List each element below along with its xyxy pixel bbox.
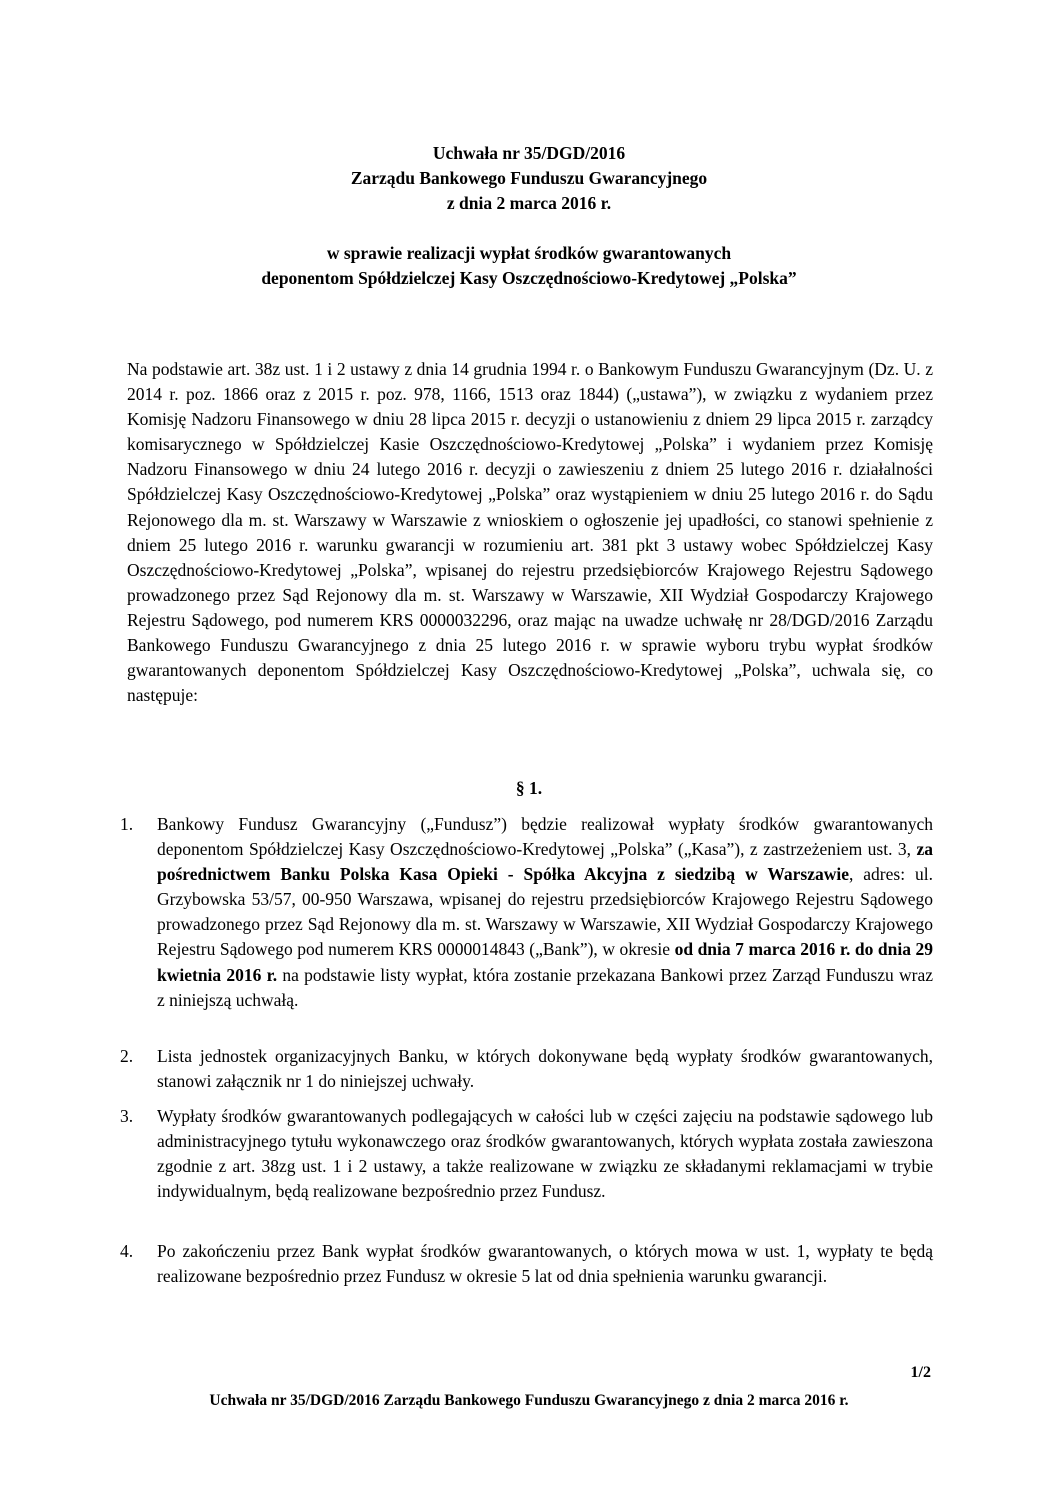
item-text: Lista jednostek organizacyjnych Banku, w których dokonywane będą wypłaty środków gwarantowanych, stanowi załącznik nr 1 do niniejszej uchwały. xyxy=(157,1046,933,1092)
item-text-part: , adres: ul. Grzybowska 53/57, 00-950 Warszawa, wpisanej do rejestru przedsiębiorców Krajowego Rejestru Sądowego prowadzonego przez Sąd Rejonowy dla m. st. Warszawy w Warszawie, XII Wydział Gospodarczy Krajowego Rejestru Sądowego pod numerem KRS 0000014843 („Bank”), w okresie xyxy=(157,864,933,960)
item-text: Wypłaty środków gwarantowanych podlegających w całości lub w części zajęciu na podstawie sądowego lub administracyjnego tytułu wykonawczego oraz środków gwarantowanych, których wypłata została zawieszona zgodnie z art. 38zg ust. 1 i 2 ustawy, a także realizowane w związku ze składanymi reklamacjami w trybie indywidualnym, będą realizowane bezpośrednio przez Fundusz. xyxy=(157,1106,933,1202)
page-footer: Uchwała nr 35/DGD/2016 Zarządu Bankowego Funduszu Gwarancyjnego z dnia 2 marca 2016 r. xyxy=(209,1392,849,1409)
subject-line-2: deponentom Spółdzielczej Kasy Oszczędnościowo-Kredytowej „Polska” xyxy=(261,268,797,288)
subject-line-1: w sprawie realizacji wypłat środków gwarantowanych xyxy=(326,243,732,263)
item-text xyxy=(157,812,933,1013)
payout-period-emphasis: od dnia 7 marca 2016 r. do dnia 29 kwietnia 2016 r. xyxy=(157,939,934,985)
bank-name-emphasis: za pośrednictwem Banku Polska Kasa Opieki - Spółka Akcyjna z siedzibą w Warszawie xyxy=(157,839,933,885)
page-number: 1/2 xyxy=(910,1364,931,1381)
item-text-part: na podstawie listy wypłat, która zostanie przekazana Bankowi przez Zarząd Funduszu wraz z niniejszą uchwałą. xyxy=(157,964,933,1010)
item-number: 3. xyxy=(120,1106,134,1126)
item-text-part: Bankowy Fundusz Gwarancyjny („Fundusz”) będzie realizował wypłaty środków gwarantowanych deponentom Spółdzielczej Kasy Oszczędnościowo-Kredytowej „Polska” („Kasa”), z zastrzeżeniem ust. 3, xyxy=(157,814,933,860)
item-number: 4. xyxy=(120,1241,134,1261)
item-text: Po zakończeniu przez Bank wypłat środków gwarantowanych, o których mowa w ust. 1, wypłaty te będą realizowane bezpośrednio przez Fundusz w okresie 5 lat od dnia spełnienia warunku gwarancji. xyxy=(157,1241,933,1287)
title-line-issuer: Zarządu Bankowego Funduszu Gwarancyjnego xyxy=(350,168,708,188)
resolution-title xyxy=(0,141,1058,216)
preamble-paragraph: Na podstawie art. 38z ust. 1 i 2 ustawy z dnia 14 grudnia 1994 r. o Bankowym Funduszu Gwarancyjnym (Dz. U. z 2014 r. poz. 1866 oraz z 2015 r. poz. 978, 1166, 1513 oraz 1844) („ustawa”), w związku z wydaniem przez Komisję Nadzoru Finansowego w dniu 28 lipca 2015 r. decyzji o ustanowieniu z dniem 29 lipca 2015 r. zarządcy komisarycznego w Spółdzielczej Kasie Oszczędnościowo-Kredytowej „Polska” i wydaniem przez Komisję Nadzoru Finansowego w dniu 24 lutego 2016 r. decyzji o zawieszeniu z dniem 25 lutego 2016 r. działalności Spółdzielczej Kasy Oszczędnościowo-Kredytowej „Polska” oraz wystąpieniem w dniu 25 lutego 2016 r. do Sądu Rejonowego dla m. st. Warszawy w Warszawie z wnioskiem o ogłoszenie jej upadłości, co stanowi spełnienie z dniem 25 lutego 2016 r. warunku gwarancji w rozumieniu art. 381 pkt 3 ustawy wobec Spółdzielczej Kasy Oszczędnościowo-Kredytowej „Polska”, wpisanej do rejestru przedsiębiorców Krajowego Rejestru Sądowego prowadzonego przez Sąd Rejonowy dla m. st. Warszawy w Warszawie, XII Wydział Gospodarczy Krajowego Rejestru Sądowego, pod numerem KRS 0000032296, oraz mając na uwadze uchwałę nr 28/DGD/2016 Zarządu Bankowego Funduszu Gwarancyjnego z dnia 25 lutego 2016 r. w sprawie wyboru trybu wypłat środków gwarantowanych deponentom Spółdzielczej Kasy Oszczędnościowo-Kredytowej „Polska”, uchwala się, co następuje: xyxy=(127,359,933,706)
item-number: 1. xyxy=(120,814,134,834)
list-item xyxy=(120,1104,933,1204)
list-item xyxy=(120,1044,933,1094)
item-number: 2. xyxy=(120,1046,134,1066)
title-line-number: Uchwała nr 35/DGD/2016 xyxy=(432,143,626,163)
section-heading: § 1. xyxy=(515,778,543,798)
list-item xyxy=(120,1239,933,1289)
title-line-date: z dnia 2 marca 2016 r. xyxy=(446,193,612,213)
resolution-subject xyxy=(0,241,1058,291)
list-item xyxy=(120,812,933,1013)
